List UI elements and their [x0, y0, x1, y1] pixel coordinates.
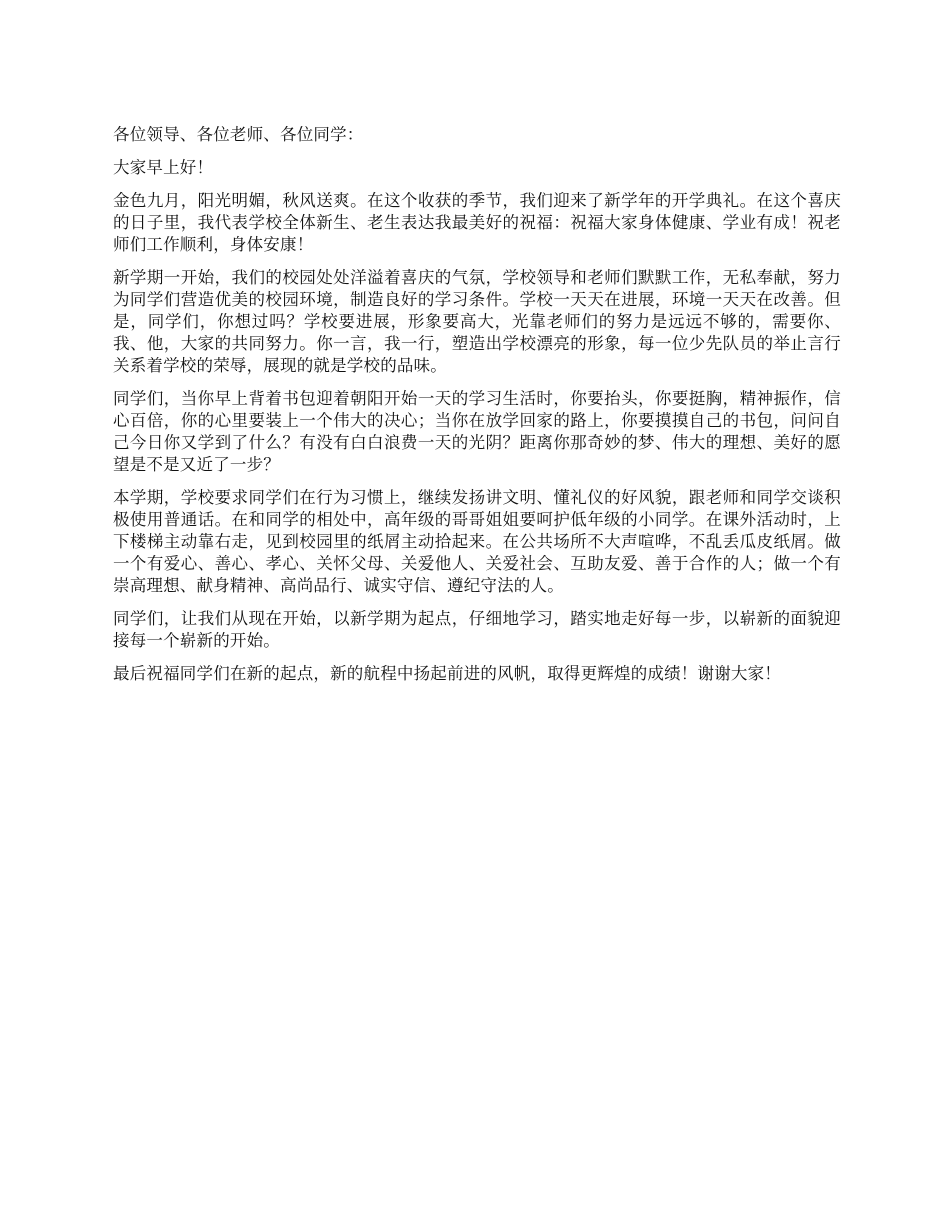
- paragraph-campus: 新学期一开始，我们的校园处处洋溢着喜庆的气氛，学校领导和老师们默默工作，无私奉献，努力为同学们营造优美的校园环境，制造良好的学习条件。学校一天天在进展，环境一天天在改善。但是，同学们，你想过吗？学校要进展，形象要高大，光靠老师们的努力是远远不够的，需要你、我、他，大家的共同努力。你一言，我一行，塑造出学校漂亮的形象，每一位少先队员的举止言行关系着学校的荣辱，展现的就是学校的品味。: [113, 268, 841, 375]
- greeting-line: 各位领导、各位老师、各位同学：: [113, 125, 364, 144]
- salutation-line: 大家早上好！: [113, 158, 214, 177]
- document-body: [113, 124, 841, 696]
- paragraph-closing: 最后祝福同学们在新的起点，新的航程中扬起前进的风帆，取得更辉煌的成绩！谢谢大家！: [113, 664, 781, 683]
- paragraph-opening: 金色九月，阳光明媚，秋风送爽。在这个收获的季节，我们迎来了新学年的开学典礼。在这个喜庆的日子里，我代表学校全体新生、老生表达我最美好的祝福：祝福大家身体健康、学业有成！祝老师们工作顺利，身体安康！: [113, 191, 841, 254]
- paragraph-behavior: 本学期，学校要求同学们在行为习惯上，继续发扬讲文明、懂礼仪的好风貌，跟老师和同学交谈积极使用普通话。在和同学的相处中，高年级的哥哥姐姐要呵护低年级的小同学。在课外活动时，上下楼梯主动靠右走，见到校园里的纸屑主动拾起来。在公共场所不大声喧哗，不乱丢瓜皮纸屑。做一个有爱心、善心、孝心、关怀父母、关爱他人、关爱社会、互助友爱、善于合作的人；做一个有崇高理想、献身精神、高尚品行、诚实守信、遵纪守法的人。: [113, 488, 841, 595]
- paragraph-daily-life: 同学们，当你早上背着书包迎着朝阳开始一天的学习生活时，你要抬头，你要挺胸，精神振作，信心百倍，你的心里要装上一个伟大的决心；当你在放学回家的路上，你要摸摸自己的书包，问问自己今日你又学到了什么？有没有白白浪费一天的光阴？距离你那奇妙的梦、伟大的理想、美好的愿望是不是又近了一步？: [113, 389, 841, 474]
- paragraph-new-start: 同学们，让我们从现在开始，以新学期为起点，仔细地学习，踏实地走好每一步，以崭新的面貌迎接每一个崭新的开始。: [113, 609, 841, 650]
